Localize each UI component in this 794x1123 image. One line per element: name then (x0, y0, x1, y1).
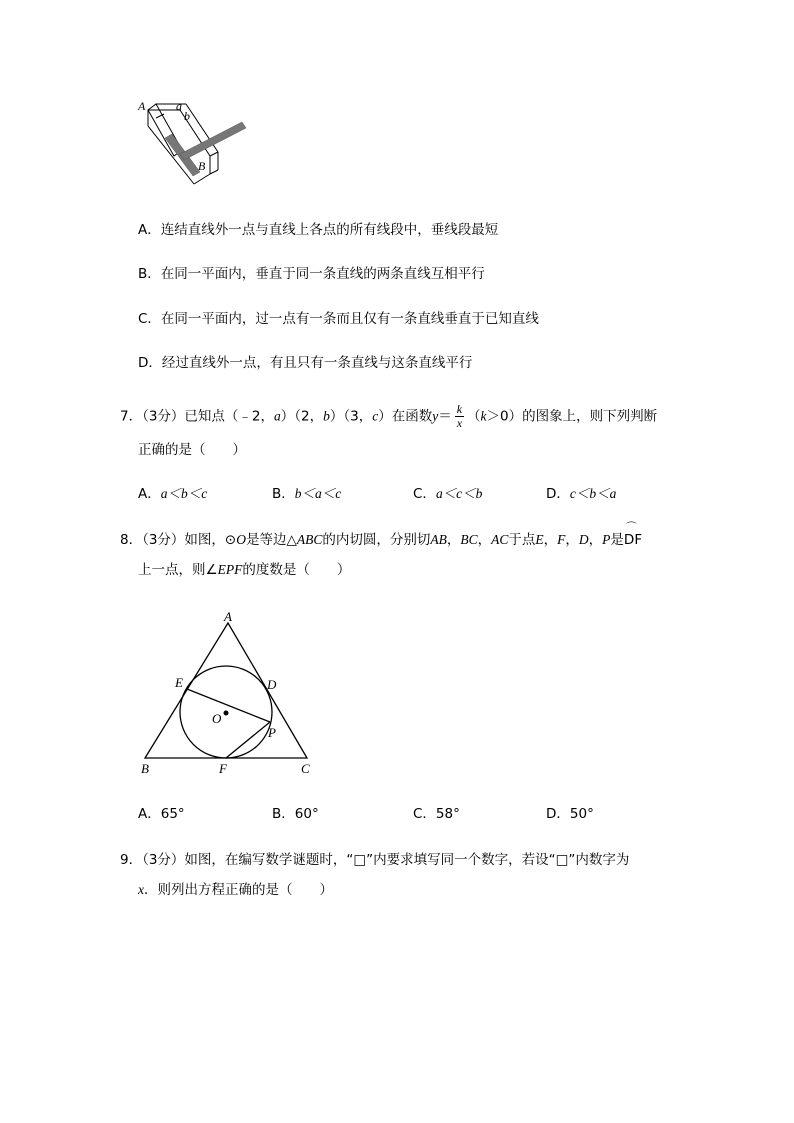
q9-stem-line2: x．则列出方程正确的是（ ） (138, 882, 333, 898)
fig1-label-b: b (184, 109, 190, 123)
q6-option-a: A．连结直线外一点与直线上各点的所有线段中，垂线段最短 (138, 222, 499, 238)
q7-stem-line1: 7．（3分）已知点（﹣2，a）（2，b）（3，c）在函数y＝ $\frac{k}{x}$ （k＞0）的图象上，则下列判断 (120, 402, 658, 430)
q6-option-b: B．在同一平面内，垂直于同一条直线的两条直线互相平行 (138, 266, 485, 282)
fig2-label-O: O (212, 711, 222, 726)
arc-df: ⌒ DF (624, 530, 642, 550)
q7-option-b: B．b＜a＜c (272, 486, 342, 502)
figure-triangle-incircle (135, 605, 325, 780)
q9-stem-line1: 9．（3分）如图，在编写数学谜题时，“□”内要求填写同一个数字，若设“□”内数字为 (120, 852, 630, 868)
fraction-k-over-x: $\frac{k}{x}$ (456, 402, 463, 430)
q7-stem-line2: 正确的是（ ） (138, 442, 246, 458)
fig1-label-A: A (138, 99, 146, 113)
q7-option-d: D．c＜b＜a (546, 486, 617, 502)
fig1-label-B: B (198, 159, 206, 173)
q8-option-d: D．50° (546, 806, 594, 822)
q8-stem-line1: 8．（3分）如图，⊙O是等边△ABC的内切圆，分别切AB，BC，AC于点E，F，D，P是⌒ DF (120, 530, 642, 550)
q8-option-c: C．58° (413, 806, 460, 822)
q6-option-d: D．经过直线外一点，有且只有一条直线与这条直线平行 (138, 355, 473, 371)
q8-option-b: B．60° (272, 806, 319, 822)
fig2-label-B: B (141, 761, 149, 776)
fig2-label-A: A (224, 609, 232, 624)
fig2-label-E: E (175, 675, 183, 690)
fig2-label-D: D (267, 677, 277, 692)
figure-ruler-tool (130, 92, 260, 192)
q7-option-c: C．a＜c＜b (413, 486, 483, 502)
q8-stem-line2: 上一点，则∠EPF的度数是（ ） (138, 562, 351, 578)
q6-option-c: C．在同一平面内，过一点有一条而且仅有一条直线垂直于已知直线 (138, 311, 539, 327)
q7-option-a: A．a＜b＜c (138, 486, 208, 502)
q8-option-a: A．65° (138, 806, 185, 822)
fig2-label-F: F (219, 761, 227, 776)
fig2-label-C: C (301, 761, 310, 776)
fig1-label-a: a (176, 99, 182, 113)
fig2-label-P: P (268, 725, 276, 740)
